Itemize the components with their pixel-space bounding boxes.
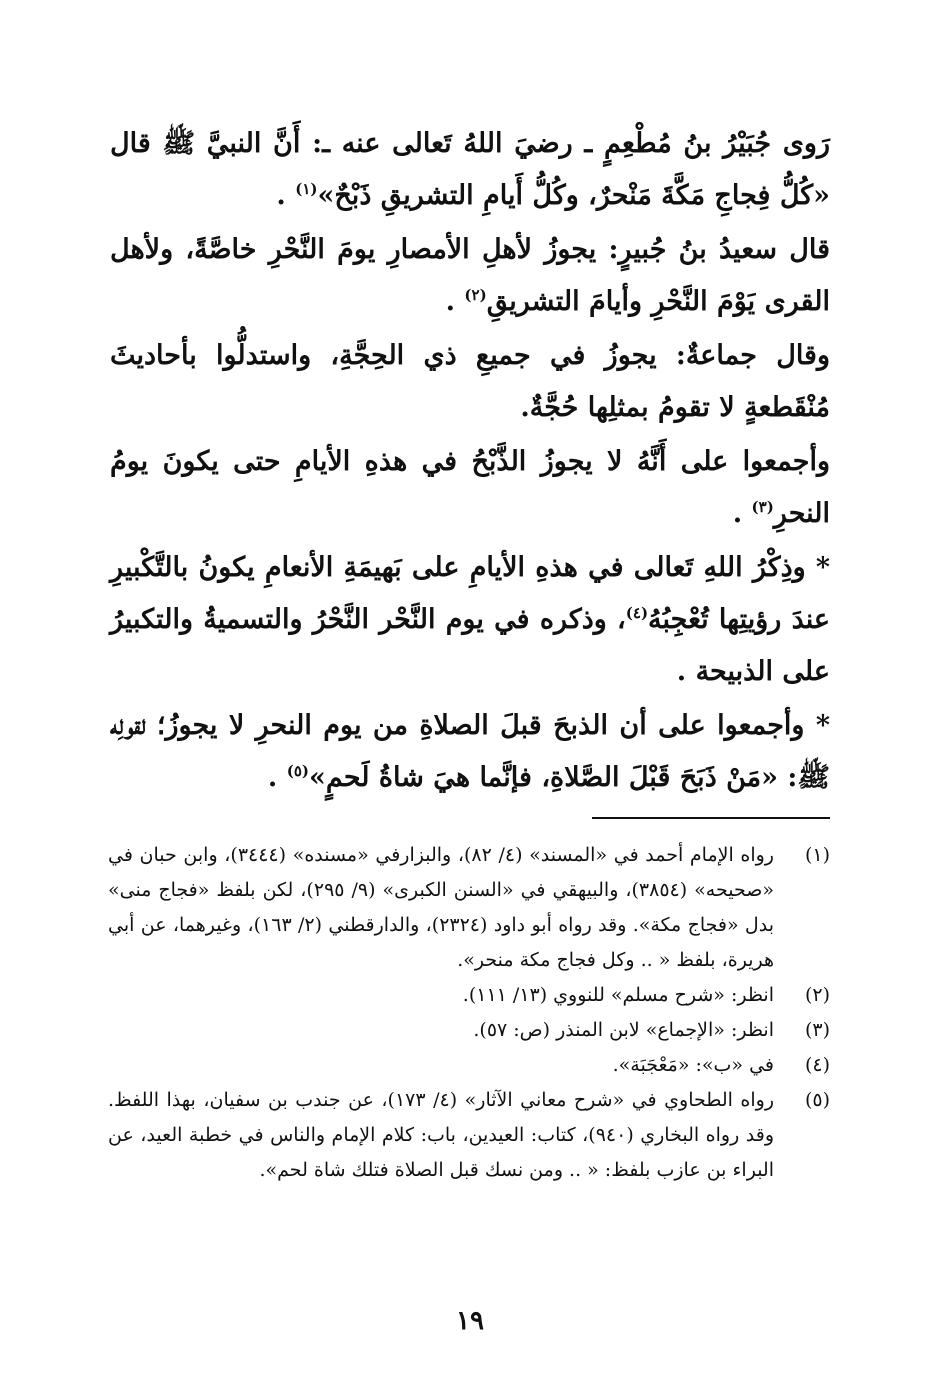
paragraph-1 [110, 118, 830, 222]
page-number: ١٩ [456, 1306, 484, 1336]
paragraph-text: وقال جماعةٌ: يجوزُ في جميعِ ذي الحِجَّةِ، واستدلُّوا بأحاديثَ مُنْقَطعةٍ لا تقومُ بمثلِها حُجَّةٌ. [110, 340, 830, 423]
footnote-ref-2: (٢) [464, 286, 487, 304]
footnote-ref-4: (٤) [625, 604, 649, 622]
footnote [108, 1013, 830, 1048]
footnote [108, 1048, 830, 1083]
paragraph-text: قال سعيدُ بنُ جُبيرٍ: يجوزُ لأهلِ الأمصارِ يومَ النَّحْرِ خاصَّةً، ولأهل القرى يَوْمَ النَّحْرِ وأيامَ التشريقِ [110, 234, 830, 317]
footnote [108, 1083, 830, 1188]
footnote-number: (١) [804, 844, 830, 866]
footnote-text: في «ب»: «مَعْجَبَة». [612, 1054, 774, 1076]
footnote-number: (٤) [804, 1054, 830, 1076]
footnote-ref-1: (١) [295, 180, 318, 198]
footnote-text: انظر: «شرح مسلم» للنووي (١٣/ ١١١). [462, 984, 774, 1006]
hadith-quote: «مَنْ ذَبَحَ قَبْلَ الصَّلاةِ، فإنَّما هيَ شاةُ لَحمٍ» [309, 762, 779, 793]
footnote-ref-5: (٥) [286, 762, 310, 780]
footnote [108, 978, 830, 1013]
footnote [108, 838, 830, 978]
footnote-number: (٣) [804, 1019, 830, 1041]
paragraph-text: * وأجمعوا على أن الذبحَ قبلَ الصلاةِ من يوم النحرِ لا يجوزُ؛ [145, 710, 830, 741]
paragraph-text: وأجمعوا على أَنَّهُ لا يجوزُ الذَّبْحُ في هذهِ الأيامِ حتى يكونَ يومُ النحرِ [110, 446, 830, 529]
footnote-text: انظر: «الإجماع» لابن المنذر (ص: ٥٧). [473, 1019, 774, 1041]
hadith-quote: «كُلُّ فِجاجِ مَكَّةَ مَنْحرٌ، وكُلُّ أَيامِ التشريقِ ذَبْحٌ» [317, 180, 830, 211]
footnote-text: رواه الطحاوي في «شرح معاني الآثار» (٤/ ١٧٣)، عن جندب بن سفيان، بهذا اللفظ. وقد رواه البخاري (٩٤٠)، كتاب: العيدين، باب: كلام الإمام والناس في خطبة العيد، عن البراء بن عازب بلفظ: « .. ومن نسك قبل الصلاة فتلك شاة لحم». [108, 1089, 774, 1181]
paragraph-tail: . [267, 762, 287, 793]
footnote-divider [592, 817, 830, 819]
paragraph-6 [110, 700, 830, 804]
main-text [110, 118, 830, 806]
paragraph-4 [110, 436, 830, 540]
paragraph-tail: . [445, 286, 465, 317]
footnote-text: رواه الإمام أحمد في «المسند» (٤/ ٨٢)، والبزارفي «مسنده» (٣٤٤٤)، وابن حبان في «صحيحه» (٣٨٥٤)، والبيهقي في «السنن الكبرى» (٩/ ٢٩٥)، لكن بلفظ «فجاج منى» بدل «فجاج مكة». وقد رواه أبو داود (٢٣٢٤)، والدارقطني (٢/ ١٦٣)، وغيرهما، عن أبي هريرة، بلفظ « .. وكل فجاج مكة منحر». [108, 844, 775, 971]
paragraph-tail: ، وذكره في يوم النَّحْر النَّحْرُ والتسميةُ والتكبيرُ على الذبيحة . [110, 604, 830, 687]
paragraph-text: رَوى جُبَيْرُ بنُ مُطْعِمٍ ـ رضيَ اللهُ تَعالى عنه ـ: أَنَّ النبيَّ ﷺ قال [110, 128, 830, 159]
paragraph-text-2: لقولِه ﷺ: [110, 710, 830, 793]
paragraph-5 [110, 542, 830, 698]
footnote-number: (٢) [804, 984, 830, 1006]
paragraph-text: * وذِكْرُ اللهِ تَعالى في هذهِ الأيامِ على بَهيمَةِ الأنعامِ يكونُ بالتَّكْبيرِ عندَ رؤيتِها تُعْجِبُهُ [110, 552, 831, 635]
footnote-number: (٥) [804, 1089, 830, 1111]
footnotes [108, 838, 830, 1188]
paragraph-tail: . [732, 498, 752, 529]
footnote-ref-3: (٣) [751, 498, 774, 516]
paragraph-tail: . [276, 180, 296, 211]
paragraph-2 [110, 224, 830, 328]
paragraph-3 [110, 330, 830, 434]
